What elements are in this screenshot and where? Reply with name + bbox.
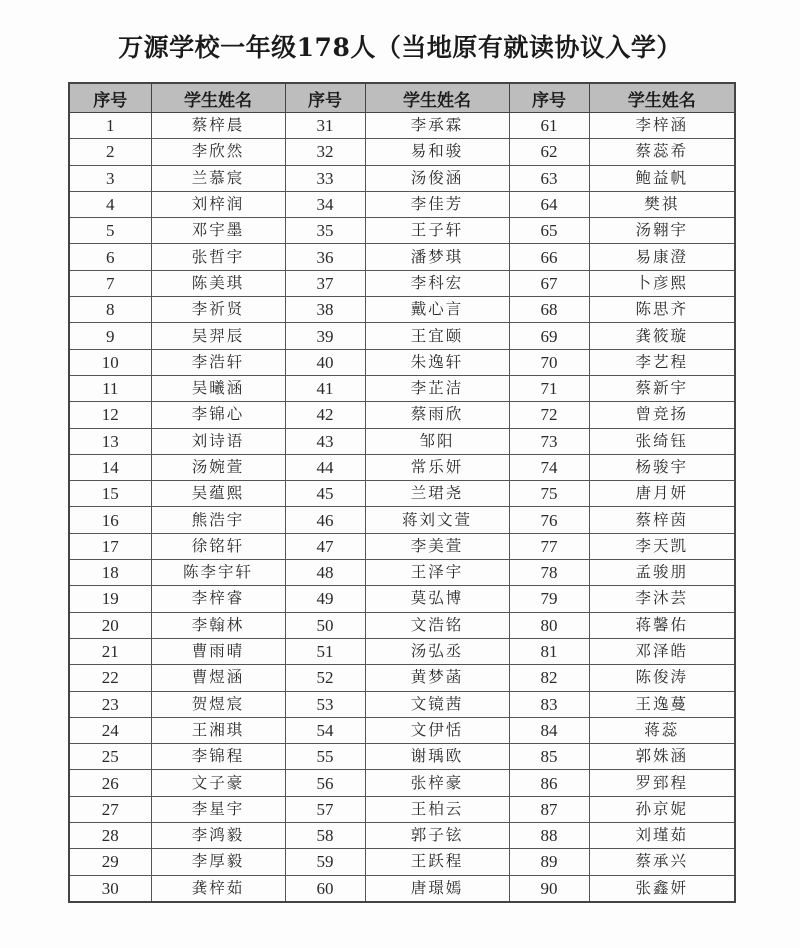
student-name-cell: 陈思齐 bbox=[589, 297, 735, 323]
table-header-row bbox=[69, 83, 735, 113]
table-row bbox=[69, 218, 735, 244]
serial-number-cell: 8 bbox=[69, 297, 151, 323]
serial-number-cell: 40 bbox=[285, 349, 365, 375]
student-name-cell: 常乐妍 bbox=[365, 454, 509, 480]
serial-number-cell: 83 bbox=[509, 691, 589, 717]
serial-number-cell: 30 bbox=[69, 875, 151, 902]
serial-number-cell: 16 bbox=[69, 507, 151, 533]
serial-number-cell: 35 bbox=[285, 218, 365, 244]
serial-number-cell: 5 bbox=[69, 218, 151, 244]
header-name-3: 学生姓名 bbox=[589, 83, 735, 113]
student-name-cell: 李天凯 bbox=[589, 533, 735, 559]
serial-number-cell: 72 bbox=[509, 402, 589, 428]
student-name-cell: 易康澄 bbox=[589, 244, 735, 270]
serial-number-cell: 20 bbox=[69, 612, 151, 638]
student-name-cell: 郭子铉 bbox=[365, 823, 509, 849]
student-name-cell: 李芷洁 bbox=[365, 375, 509, 401]
table-row bbox=[69, 796, 735, 822]
student-name-cell: 王泽宇 bbox=[365, 560, 509, 586]
serial-number-cell: 54 bbox=[285, 717, 365, 743]
student-name-cell: 熊浩宇 bbox=[151, 507, 285, 533]
header-name-1: 学生姓名 bbox=[151, 83, 285, 113]
serial-number-cell: 15 bbox=[69, 481, 151, 507]
table-row bbox=[69, 560, 735, 586]
student-name-cell: 张梓豪 bbox=[365, 770, 509, 796]
serial-number-cell: 81 bbox=[509, 638, 589, 664]
serial-number-cell: 86 bbox=[509, 770, 589, 796]
student-name-cell: 李锦程 bbox=[151, 744, 285, 770]
table-row bbox=[69, 191, 735, 217]
serial-number-cell: 11 bbox=[69, 375, 151, 401]
student-name-cell: 曹煜涵 bbox=[151, 665, 285, 691]
table-row bbox=[69, 481, 735, 507]
serial-number-cell: 63 bbox=[509, 165, 589, 191]
table-row bbox=[69, 849, 735, 875]
table-row bbox=[69, 717, 735, 743]
serial-number-cell: 51 bbox=[285, 638, 365, 664]
serial-number-cell: 89 bbox=[509, 849, 589, 875]
student-name-cell: 李翰林 bbox=[151, 612, 285, 638]
student-name-cell: 谢瑀欧 bbox=[365, 744, 509, 770]
student-name-cell: 王逸蔓 bbox=[589, 691, 735, 717]
student-name-cell: 吴蕴熙 bbox=[151, 481, 285, 507]
student-name-cell: 潘梦琪 bbox=[365, 244, 509, 270]
student-name-cell: 唐月妍 bbox=[589, 481, 735, 507]
serial-number-cell: 64 bbox=[509, 191, 589, 217]
serial-number-cell: 18 bbox=[69, 560, 151, 586]
table-row bbox=[69, 665, 735, 691]
serial-number-cell: 62 bbox=[509, 139, 589, 165]
serial-number-cell: 41 bbox=[285, 375, 365, 401]
student-name-cell: 汤翱宇 bbox=[589, 218, 735, 244]
table-body bbox=[69, 113, 735, 902]
student-name-cell: 李浩轩 bbox=[151, 349, 285, 375]
table-row bbox=[69, 454, 735, 480]
student-name-cell: 蒋刘文萱 bbox=[365, 507, 509, 533]
serial-number-cell: 50 bbox=[285, 612, 365, 638]
serial-number-cell: 9 bbox=[69, 323, 151, 349]
student-name-cell: 邹阳 bbox=[365, 428, 509, 454]
serial-number-cell: 36 bbox=[285, 244, 365, 270]
student-name-cell: 杨骏宇 bbox=[589, 454, 735, 480]
serial-number-cell: 77 bbox=[509, 533, 589, 559]
student-name-cell: 贺煜宸 bbox=[151, 691, 285, 717]
serial-number-cell: 46 bbox=[285, 507, 365, 533]
serial-number-cell: 56 bbox=[285, 770, 365, 796]
student-name-cell: 文镜茜 bbox=[365, 691, 509, 717]
serial-number-cell: 69 bbox=[509, 323, 589, 349]
serial-number-cell: 85 bbox=[509, 744, 589, 770]
student-name-cell: 黄梦菡 bbox=[365, 665, 509, 691]
table-row bbox=[69, 375, 735, 401]
student-name-cell: 唐璟嫣 bbox=[365, 875, 509, 902]
serial-number-cell: 14 bbox=[69, 454, 151, 480]
student-name-cell: 邓宇墨 bbox=[151, 218, 285, 244]
serial-number-cell: 23 bbox=[69, 691, 151, 717]
student-name-cell: 文浩铭 bbox=[365, 612, 509, 638]
header-serial-1: 序号 bbox=[69, 83, 151, 113]
student-name-cell: 李沐芸 bbox=[589, 586, 735, 612]
table-row bbox=[69, 244, 735, 270]
table-row bbox=[69, 349, 735, 375]
serial-number-cell: 90 bbox=[509, 875, 589, 902]
student-name-cell: 张哲宇 bbox=[151, 244, 285, 270]
table-row bbox=[69, 402, 735, 428]
document-title: 万源学校一年级178人（当地原有就读协议入学） bbox=[118, 33, 682, 62]
serial-number-cell: 84 bbox=[509, 717, 589, 743]
table-row bbox=[69, 507, 735, 533]
table-row bbox=[69, 638, 735, 664]
student-name-cell: 龚梓茹 bbox=[151, 875, 285, 902]
student-name-cell: 李欣然 bbox=[151, 139, 285, 165]
table-row bbox=[69, 744, 735, 770]
table-row bbox=[69, 875, 735, 902]
table-row bbox=[69, 165, 735, 191]
student-name-cell: 李星宇 bbox=[151, 796, 285, 822]
serial-number-cell: 34 bbox=[285, 191, 365, 217]
serial-number-cell: 4 bbox=[69, 191, 151, 217]
student-name-cell: 蔡梓晨 bbox=[151, 113, 285, 139]
student-name-cell: 兰珺尧 bbox=[365, 481, 509, 507]
serial-number-cell: 45 bbox=[285, 481, 365, 507]
student-name-cell: 李厚毅 bbox=[151, 849, 285, 875]
student-name-cell: 王柏云 bbox=[365, 796, 509, 822]
serial-number-cell: 79 bbox=[509, 586, 589, 612]
table-row bbox=[69, 297, 735, 323]
student-name-cell: 张绮钰 bbox=[589, 428, 735, 454]
serial-number-cell: 75 bbox=[509, 481, 589, 507]
student-name-cell: 张鑫妍 bbox=[589, 875, 735, 902]
serial-number-cell: 52 bbox=[285, 665, 365, 691]
serial-number-cell: 39 bbox=[285, 323, 365, 349]
serial-number-cell: 19 bbox=[69, 586, 151, 612]
student-name-cell: 蒋蕊 bbox=[589, 717, 735, 743]
serial-number-cell: 76 bbox=[509, 507, 589, 533]
student-name-cell: 汤婉萱 bbox=[151, 454, 285, 480]
serial-number-cell: 57 bbox=[285, 796, 365, 822]
student-name-cell: 李鸿毅 bbox=[151, 823, 285, 849]
serial-number-cell: 87 bbox=[509, 796, 589, 822]
serial-number-cell: 43 bbox=[285, 428, 365, 454]
student-name-cell: 蒋馨佑 bbox=[589, 612, 735, 638]
serial-number-cell: 21 bbox=[69, 638, 151, 664]
table-row bbox=[69, 139, 735, 165]
serial-number-cell: 47 bbox=[285, 533, 365, 559]
table-row bbox=[69, 270, 735, 296]
serial-number-cell: 53 bbox=[285, 691, 365, 717]
table-row bbox=[69, 770, 735, 796]
student-name-cell: 蔡新宇 bbox=[589, 375, 735, 401]
student-name-cell: 孙京妮 bbox=[589, 796, 735, 822]
student-name-cell: 吴曦涵 bbox=[151, 375, 285, 401]
serial-number-cell: 3 bbox=[69, 165, 151, 191]
serial-number-cell: 7 bbox=[69, 270, 151, 296]
student-name-cell: 戴心言 bbox=[365, 297, 509, 323]
serial-number-cell: 74 bbox=[509, 454, 589, 480]
serial-number-cell: 82 bbox=[509, 665, 589, 691]
student-name-cell: 李艺程 bbox=[589, 349, 735, 375]
student-name-cell: 王宜颐 bbox=[365, 323, 509, 349]
student-name-cell: 刘诗语 bbox=[151, 428, 285, 454]
serial-number-cell: 48 bbox=[285, 560, 365, 586]
table-row bbox=[69, 586, 735, 612]
serial-number-cell: 71 bbox=[509, 375, 589, 401]
student-name-cell: 陈李宇轩 bbox=[151, 560, 285, 586]
serial-number-cell: 88 bbox=[509, 823, 589, 849]
table-row bbox=[69, 612, 735, 638]
serial-number-cell: 59 bbox=[285, 849, 365, 875]
serial-number-cell: 28 bbox=[69, 823, 151, 849]
serial-number-cell: 1 bbox=[69, 113, 151, 139]
student-name-cell: 文伊恬 bbox=[365, 717, 509, 743]
student-name-cell: 汤俊涵 bbox=[365, 165, 509, 191]
header-serial-2: 序号 bbox=[285, 83, 365, 113]
serial-number-cell: 60 bbox=[285, 875, 365, 902]
student-name-cell: 罗郅程 bbox=[589, 770, 735, 796]
serial-number-cell: 66 bbox=[509, 244, 589, 270]
serial-number-cell: 80 bbox=[509, 612, 589, 638]
student-name-cell: 汤弘丞 bbox=[365, 638, 509, 664]
serial-number-cell: 32 bbox=[285, 139, 365, 165]
student-name-cell: 李美萱 bbox=[365, 533, 509, 559]
serial-number-cell: 2 bbox=[69, 139, 151, 165]
serial-number-cell: 33 bbox=[285, 165, 365, 191]
student-name-cell: 兰慕宸 bbox=[151, 165, 285, 191]
student-name-cell: 曹雨晴 bbox=[151, 638, 285, 664]
serial-number-cell: 44 bbox=[285, 454, 365, 480]
student-name-cell: 刘瑾茹 bbox=[589, 823, 735, 849]
student-name-cell: 王湘琪 bbox=[151, 717, 285, 743]
student-roster-table bbox=[68, 82, 736, 903]
student-name-cell: 陈俊涛 bbox=[589, 665, 735, 691]
serial-number-cell: 22 bbox=[69, 665, 151, 691]
student-name-cell: 朱逸轩 bbox=[365, 349, 509, 375]
table-row bbox=[69, 691, 735, 717]
serial-number-cell: 27 bbox=[69, 796, 151, 822]
student-name-cell: 郭姝涵 bbox=[589, 744, 735, 770]
serial-number-cell: 58 bbox=[285, 823, 365, 849]
serial-number-cell: 29 bbox=[69, 849, 151, 875]
serial-number-cell: 37 bbox=[285, 270, 365, 296]
student-name-cell: 蔡蕊希 bbox=[589, 139, 735, 165]
student-name-cell: 卜彦熙 bbox=[589, 270, 735, 296]
serial-number-cell: 49 bbox=[285, 586, 365, 612]
student-name-cell: 徐铭轩 bbox=[151, 533, 285, 559]
student-name-cell: 蔡梓茵 bbox=[589, 507, 735, 533]
student-name-cell: 李梓睿 bbox=[151, 586, 285, 612]
student-name-cell: 曾竞扬 bbox=[589, 402, 735, 428]
serial-number-cell: 42 bbox=[285, 402, 365, 428]
table-row bbox=[69, 113, 735, 139]
serial-number-cell: 17 bbox=[69, 533, 151, 559]
student-name-cell: 李锦心 bbox=[151, 402, 285, 428]
serial-number-cell: 10 bbox=[69, 349, 151, 375]
serial-number-cell: 55 bbox=[285, 744, 365, 770]
student-name-cell: 李佳芳 bbox=[365, 191, 509, 217]
serial-number-cell: 12 bbox=[69, 402, 151, 428]
student-name-cell: 王跃程 bbox=[365, 849, 509, 875]
serial-number-cell: 13 bbox=[69, 428, 151, 454]
student-name-cell: 刘梓润 bbox=[151, 191, 285, 217]
student-name-cell: 王子轩 bbox=[365, 218, 509, 244]
serial-number-cell: 67 bbox=[509, 270, 589, 296]
table-row bbox=[69, 323, 735, 349]
serial-number-cell: 61 bbox=[509, 113, 589, 139]
serial-number-cell: 68 bbox=[509, 297, 589, 323]
serial-number-cell: 38 bbox=[285, 297, 365, 323]
serial-number-cell: 73 bbox=[509, 428, 589, 454]
serial-number-cell: 24 bbox=[69, 717, 151, 743]
student-name-cell: 李梓涵 bbox=[589, 113, 735, 139]
student-name-cell: 文子豪 bbox=[151, 770, 285, 796]
serial-number-cell: 25 bbox=[69, 744, 151, 770]
student-name-cell: 易和骏 bbox=[365, 139, 509, 165]
student-name-cell: 蔡雨欣 bbox=[365, 402, 509, 428]
table-row bbox=[69, 823, 735, 849]
student-name-cell: 蔡承兴 bbox=[589, 849, 735, 875]
student-name-cell: 陈美琪 bbox=[151, 270, 285, 296]
serial-number-cell: 31 bbox=[285, 113, 365, 139]
student-name-cell: 樊祺 bbox=[589, 191, 735, 217]
student-name-cell: 邓泽皓 bbox=[589, 638, 735, 664]
student-name-cell: 李科宏 bbox=[365, 270, 509, 296]
serial-number-cell: 70 bbox=[509, 349, 589, 375]
student-name-cell: 吴羿辰 bbox=[151, 323, 285, 349]
student-name-cell: 莫弘博 bbox=[365, 586, 509, 612]
student-name-cell: 孟骏朋 bbox=[589, 560, 735, 586]
serial-number-cell: 78 bbox=[509, 560, 589, 586]
student-name-cell: 李祈贤 bbox=[151, 297, 285, 323]
student-name-cell: 李承霖 bbox=[365, 113, 509, 139]
student-name-cell: 鲍益帆 bbox=[589, 165, 735, 191]
table-row bbox=[69, 428, 735, 454]
header-serial-3: 序号 bbox=[509, 83, 589, 113]
serial-number-cell: 65 bbox=[509, 218, 589, 244]
serial-number-cell: 6 bbox=[69, 244, 151, 270]
header-name-2: 学生姓名 bbox=[365, 83, 509, 113]
student-name-cell: 龚筱璇 bbox=[589, 323, 735, 349]
serial-number-cell: 26 bbox=[69, 770, 151, 796]
table-row bbox=[69, 533, 735, 559]
